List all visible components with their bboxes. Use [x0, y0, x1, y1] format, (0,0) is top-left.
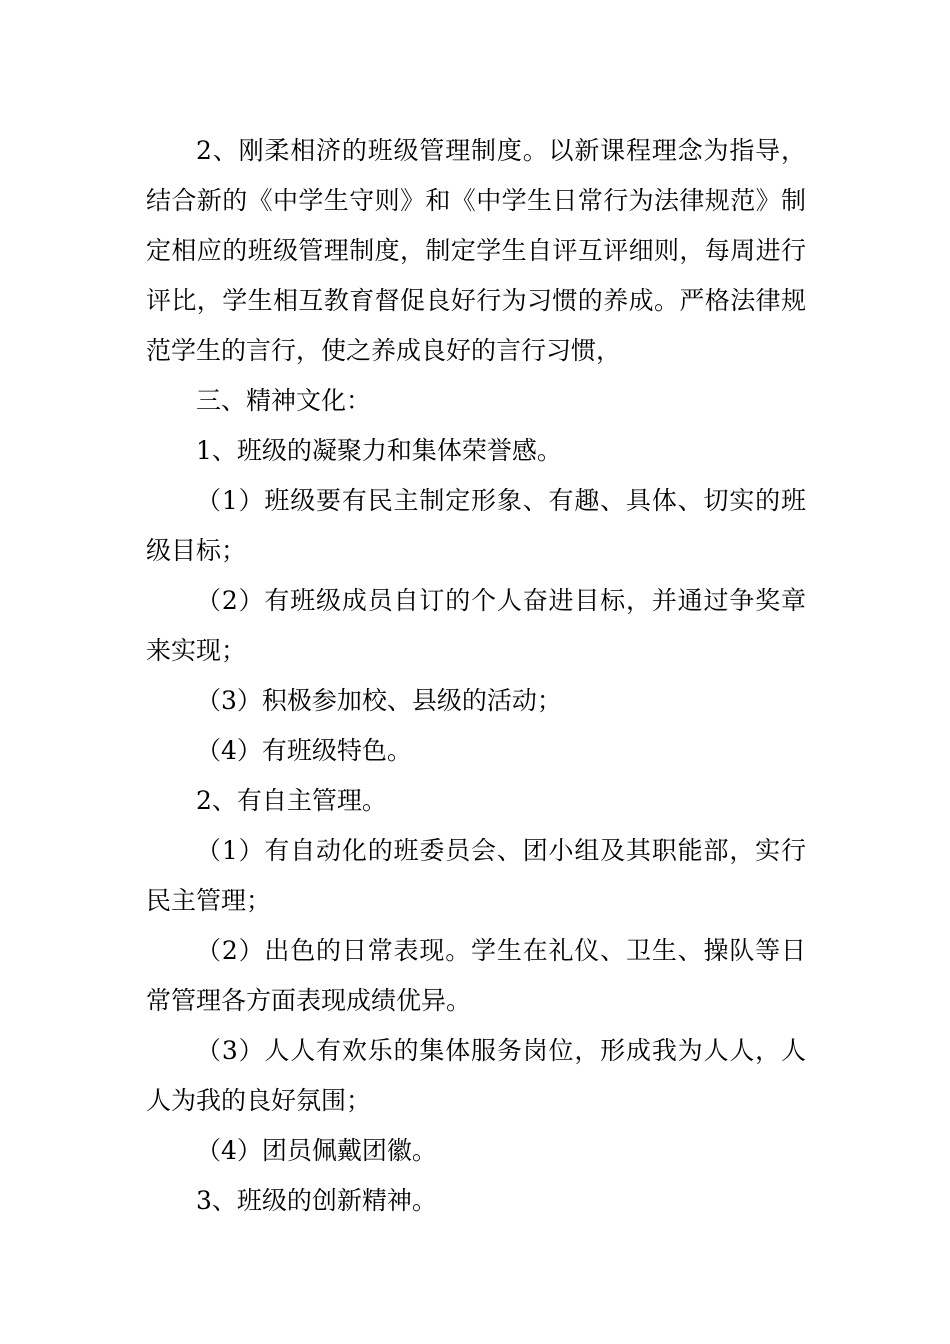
paragraph-innovation-heading: 3、班级的创新精神。 — [196, 1186, 437, 1215]
list-item: （1）有自动化的班委员会、团小组及其职能部，实行民主管理； — [146, 836, 806, 915]
paragraph-cohesion-heading: 1、班级的凝聚力和集体荣誉感。 — [196, 436, 562, 465]
document-body — [146, 126, 806, 1226]
section-heading-spiritual-culture: 三、精神文化： — [196, 386, 372, 415]
list-item: （3）积极参加校、县级的活动； — [196, 686, 562, 715]
list-item: （2）有班级成员自订的个人奋进目标，并通过争奖章来实现； — [146, 586, 806, 665]
list-item: （3）人人有欢乐的集体服务岗位，形成我为人人，人人为我的良好氛围； — [146, 1036, 806, 1115]
list-item: （1）班级要有民主制定形象、有趣、具体、切实的班级目标； — [146, 486, 806, 565]
paragraph-class-management-rules: 2、刚柔相济的班级管理制度。以新课程理念为指导，结合新的《中学生守则》和《中学生日常行为法律规范》制定相应的班级管理制度，制定学生自评互评细则，每周进行评比，学生相互教育督促良好行为习惯的养成。严格法律规范学生的言行，使之养成良好的言行习惯， — [146, 136, 806, 365]
list-item: （4）团员佩戴团徽。 — [196, 1136, 437, 1165]
list-item: （2）出色的日常表现。学生在礼仪、卫生、操队等日常管理各方面表现成绩优异。 — [146, 936, 806, 1015]
list-item: （4）有班级特色。 — [196, 736, 412, 765]
paragraph-self-management-heading: 2、有自主管理。 — [196, 786, 387, 815]
